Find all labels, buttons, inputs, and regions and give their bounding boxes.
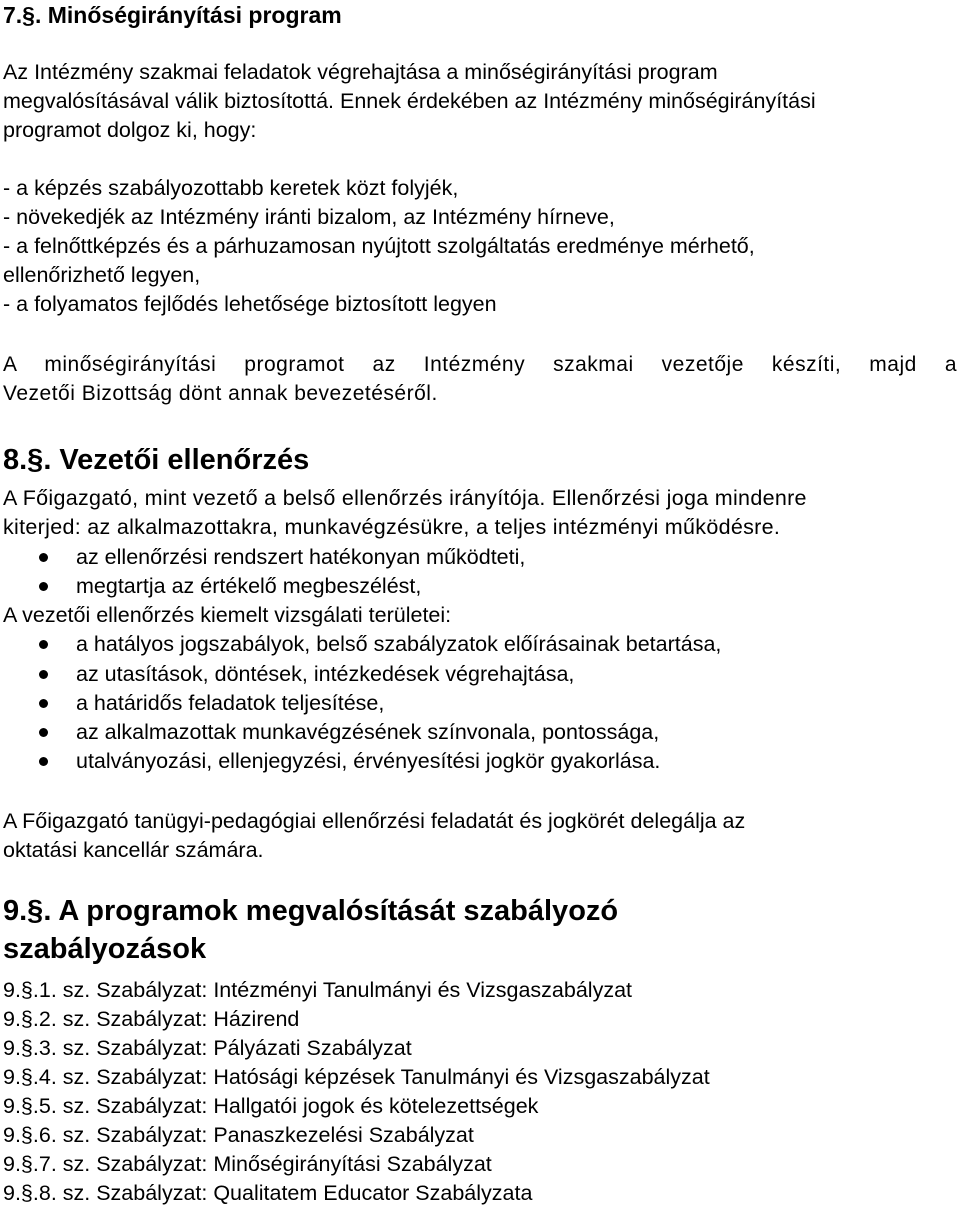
s8-intro-line: A Főigazgató, mint vezető a belső ellenőrzés irányítója. Ellenőrzési joga mindenre (3, 486, 807, 510)
s7-paragraph-line: programot dolgoz ki, hogy: (3, 118, 257, 142)
s7-list-item: - növekedjék az Intézmény iránti bizalom, az Intézmény hírneve, (3, 205, 615, 229)
s7-paragraph-line: Az Intézmény szakmai feladatok végrehajtása a minőségirányítási program (3, 60, 718, 84)
s8-area-item: az utasítások, döntések, intézkedések végrehajtása, (76, 662, 575, 686)
section-7-heading: 7.§. Minőségirányítási program (3, 2, 342, 28)
s8-area-item: a határidős feladatok teljesítése, (76, 691, 385, 715)
s8-bullet-item: az ellenőrzési rendszert hatékonyan működteti, (76, 545, 526, 569)
bullet-dot (39, 640, 48, 649)
s9-regulation-item: 9.§.4. sz. Szabályzat: Hatósági képzések Tanulmányi és Vizsgaszabályzat (3, 1065, 710, 1089)
s8-closing-line: oktatási kancellár számára. (3, 838, 264, 862)
s8-intro-line: kiterjed: az alkalmazottakra, munkavégzésükre, a teljes intézményi működésre. (3, 515, 781, 539)
s7-paragraph-line: megvalósításával válik biztosítottá. Ennek érdekében az Intézmény minőségirányítási (3, 89, 816, 113)
bullet-dot (39, 699, 48, 708)
bullet-dot (39, 670, 48, 679)
bullet-dot (39, 757, 48, 766)
s9-regulation-item: 9.§.5. sz. Szabályzat: Hallgatói jogok és kötelezettségek (3, 1094, 539, 1118)
s7-closing-line: Vezetői Bizottság dönt annak bevezetéséről. (3, 382, 438, 405)
section-9-heading-continued: szabályozások (3, 933, 207, 965)
s9-regulation-item: 9.§.7. sz. Szabályzat: Minőségirányítási Szabályzat (3, 1152, 492, 1176)
s7-closing-line: A minőségirányítási programot az Intézmény szakmai vezetője készíti, majd a (3, 353, 957, 376)
s8-area-item: az alkalmazottak munkavégzésének színvonala, pontossága, (76, 720, 660, 744)
s7-list-item: ellenőrizhető legyen, (3, 263, 201, 287)
s8-area-item: utalványozási, ellenjegyzési, érvényesítési jogkör gyakorlása. (76, 749, 661, 773)
s9-regulation-item: 9.§.1. sz. Szabályzat: Intézményi Tanulmányi és Vizsgaszabályzat (3, 978, 633, 1002)
s7-list-item: - a folyamatos fejlődés lehetősége biztosított legyen (3, 292, 497, 316)
bullet-dot (39, 582, 48, 591)
section-9-heading: 9.§. A programok megvalósítását szabályozó (3, 895, 619, 927)
section-8-heading: 8.§. Vezetői ellenőrzés (3, 444, 310, 476)
s9-regulation-item: 9.§.6. sz. Szabályzat: Panaszkezelési Szabályzat (3, 1123, 474, 1147)
bullet-dot (39, 553, 48, 562)
s9-regulation-item: 9.§.2. sz. Szabályzat: Házirend (3, 1007, 300, 1031)
s8-areas-label: A vezetői ellenőrzés kiemelt vizsgálati területei: (3, 603, 452, 627)
s8-area-item: a hatályos jogszabályok, belső szabályzatok előírásainak betartása, (76, 632, 722, 656)
s8-bullet-item: megtartja az értékelő megbeszélést, (76, 574, 422, 598)
s7-list-item: - a képzés szabályozottabb keretek közt folyjék, (3, 176, 459, 200)
s7-list-item: - a felnőttképzés és a párhuzamosan nyújtott szolgáltatás eredménye mérhető, (3, 234, 755, 258)
bullet-dot (39, 728, 48, 737)
s9-regulation-item: 9.§.8. sz. Szabályzat: Qualitatem Educator Szabályzata (3, 1181, 533, 1205)
s8-closing-line: A Főigazgató tanügyi-pedagógiai ellenőrzési feladatát és jogkörét delegálja az (3, 809, 746, 833)
s9-regulation-item: 9.§.3. sz. Szabályzat: Pályázati Szabályzat (3, 1036, 412, 1060)
